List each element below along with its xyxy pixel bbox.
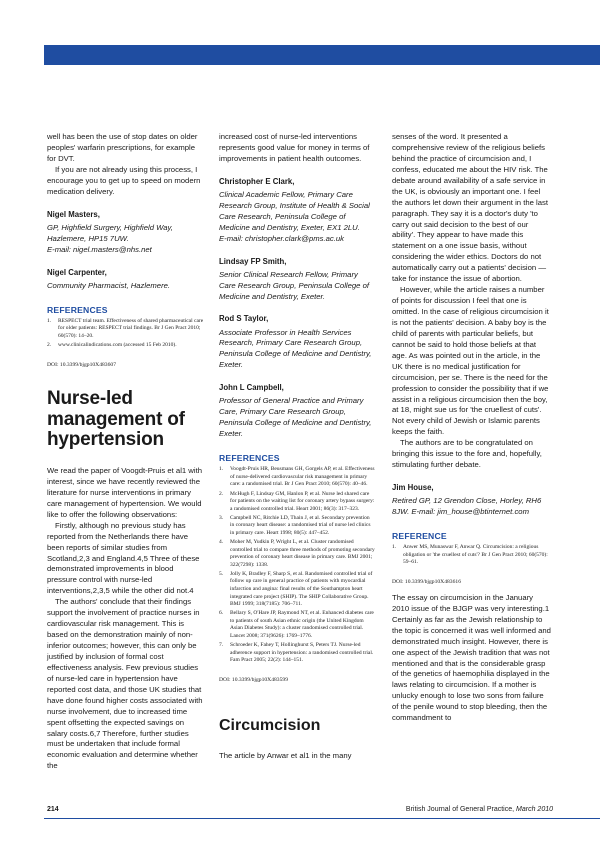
reference-item [219,466,375,489]
author-block [392,482,552,518]
reference-item [392,544,552,567]
body-paragraph: senses of the word. It presented a comprehensive review of the religious beliefs behind the practice of circumcision and, I confess, educated me about the HIV risk. The debate around availability of a safe service in the UK, is obviously an important one. I feel the authors let down their argument in the last paragraph. They say it is a doctor's duty 'to carry out said decision to the best of our ability'. They appear to have made this statement on a one issue basis, without considering the wider ethics. Doctors do not automatically carry out a patients' decision — take for instance the issue of abortion. [392,132,548,284]
header-bar [44,45,600,65]
author-email: E-mail: christopher.clark@pms.ac.uk [219,233,345,243]
author-affiliation: Associate Professor in Health Services Research, Primary Care Research Group, Peninsula College of Medicine and Dentistry, Exeter. [219,327,372,370]
reference-text: McHugh F, Lindsay GM, Hanlon P, et al. Nurse led shared care for patients on the waiting list for coronary artery bypass surgery: a randomised controlled trial. Heart 2001; 86(3): 317–323. [230,490,375,512]
article-title: Circumcision [219,716,321,734]
author-block [219,176,375,245]
reference-text: Anwer MS, Munaswar F, Anwar Q. Circumcision: a religious obligation or 'the cruellest of cuts'? Br J Gen Pract 2010; 60(570): 59–61. [403,544,548,566]
body-paragraph: increased cost of nurse-led interventions represents good value for money in terms of improvements in patient health outcomes. [219,132,370,163]
reference-text: Voogdt-Pruis HR, Beusmans GH, Gorgels AP, et al. Effectiveness of nurse-delivered cardiovascular risk management in primary care: a randomised trial. Br J Gen Pract 2010; 60(570): 40–46. [230,466,375,488]
author-affiliation: Clinical Academic Fellow, Primary Care Research Group, Institute of Health & Social Care Research, Peninsula College of Medicine and Dentistry, Exeter, EX1 2LU. [219,189,370,232]
reference-number: 5. [219,570,224,577]
journal-name: British Journal of General Practice, [405,806,515,813]
reference-number: 2. [47,341,52,348]
author-email: E-mail: nigel.masters@nhs.net [47,244,152,254]
author-affiliation: GP, Highfield Surgery, Highfield Way, Hazlemere, HP15 7UW. [47,222,173,243]
references-list [219,466,375,664]
author-name: John L Campbell, [219,383,284,393]
column-3 [392,132,552,724]
reference-item [47,342,205,350]
author-name: Jim House, [392,483,434,493]
author-block [219,256,375,303]
column-1 [47,132,205,772]
reference-text: Bellary S, O'Hare JP, Raymond NT, et al. Enhanced diabetes care to patients of south Asian ethnic origin (the United Kingdom Asian Diabetes Study): a cluster randomised controlled trial. Lancet 2008; 371(9626): 1769–1776. [230,610,374,639]
reference-number: 3. [219,514,224,521]
reference-item [219,515,375,538]
references-list [392,544,552,567]
page-number: 214 [47,806,59,813]
author-block [47,209,205,256]
author-name: Christopher E Clark, [219,176,295,186]
body-paragraph: If you are not already using this process, I encourage you to get up to speed on modern medication delivery. [47,164,201,196]
author-affiliation: Professor of General Practice and Primary Care, Primary Care Research Group, Peninsula College of Medicine and Dentistry, Exeter. [219,396,372,439]
body-paragraph: The authors' conclude that their findings support the involvement of practice nurses in cardiovascular risk management. This is based on the demonstration mainly of non-inferior outcomes; however, this can only be justified by inclusion of formal cost effectiveness analysis. Few previous studies of nurse-led care in hypertension have reported cost data, and those UK studies that have done found higher costs associated with nurse involvement, due to increased time spent offsetting the expected savings on salary costs.6,7 Therefore, further studies must be undertaken that include formal economic evaluation and determine whether the [47,597,203,771]
doi: DOI: 10.3399/bjgp10X483616 [392,578,461,585]
author-block [47,267,205,292]
body-paragraph: The article by Anwar et al1 in the many [219,751,352,761]
references-heading: REFERENCES [219,453,280,464]
reference-number: 7. [219,641,224,648]
author-block [219,382,375,440]
reference-number: 2. [219,490,224,497]
author-affiliation: Senior Clinical Research Fellow, Primary Care Research Group, Peninsula College of Medicine and Dentistry, Exeter. [219,269,369,301]
body-paragraph: Firstly, although no previous study has reported from the Netherlands there have been reports of similar studies from Scotland,2,3 and England.4,5 Three of these demonstrated improvements in blood pressure control with nurse-led interventions,2,3,5 while the other did not.4 [47,520,200,596]
body-paragraph: The essay on circumcision in the January 2010 issue of the BJGP was very interesting.1 Certainly as far as the Jewish relationship to the topic is concerned it was well informed and demonstrated much insight. However, there is one aspect of the Jewish tradition that was not mentioned and that is the considerable grasp of the genetics of haemophilia displayed in the laws relating to circumcision. If a mother is unlucky enough to lose two sons from failure of the penile wound to stop bleeding, then the commandment to [392,592,551,723]
reference-text: Jolly K, Bradley F, Sharp S, et al. Randomised controlled trial of follow up care in general practice of patients with myocardial infarction and angina: final results of the Southampton heart integrated care project (SHIP). The SHIP Collaborative Group. BMJ 1999; 318(7185): 706–711. [230,570,373,608]
reference-item [219,491,375,514]
article-title: Nurse-led management of hypertension [47,388,185,451]
reference-text: Moher M, Yudkin P, Wright L, et al. Cluster randomised controlled trial to compare three methods of promoting secondary prevention of coronary heart disease in primary care. BMJ 2001; 322(7298): 1338. [230,538,375,568]
reference-number: 6. [219,610,224,617]
references-list [47,318,205,350]
reference-item [219,539,375,569]
author-name: Nigel Carpenter, [47,267,107,277]
references-heading: REFERENCES [47,304,108,315]
author-name: Rod S Taylor, [219,314,269,324]
doi: DOI: 10.3399/bjgp10X483599 [219,676,288,683]
author-name: Lindsay FP Smith, [219,256,287,266]
reference-heading: REFERENCE [392,531,447,541]
footer-rule [44,818,600,819]
body-paragraph: The authors are to be congratulated on bringing this issue to the fore and, hopefully, stimulating further debate. [392,438,542,470]
author-affiliation: Retired GP, 12 Grendon Close, Horley, RH6 8JW. E-mail: jim_house@btinternet.com [392,496,542,517]
column-2 [219,132,375,762]
reference-item [219,610,375,640]
reference-text: www.clinicalindications.com (accessed 15 Feb 2010). [58,341,177,348]
reference-text: Campbell NC, Ritchie LD, Thain J, et al. Secondary prevention in coronary heart disease: a randomised trial of nurse led clinics in primary care. Heart 1998; 80(5): 447–452. [230,514,371,536]
reference-number: 4. [219,538,224,545]
reference-text: RESPECT trial team. Effectiveness of shared pharmaceutical care for older patients: RESPECT trial findings. Br J Gen Pract 2010; 60(570): 14–20. [58,317,204,339]
author-name: Nigel Masters, [47,209,100,219]
body-paragraph: well has been the use of stop dates on older peoples' warfarin prescriptions, for example for DVT. [47,132,198,163]
reference-item [219,571,375,609]
reference-text: Schroeder K, Fahey T, Hollinghurst S, Peters TJ. Nurse-led adherence support in hypertension: a randomised controlled trial. Fam Pract 2005; 22(2): 144–151. [230,641,374,664]
reference-number: 1. [219,466,224,473]
author-affiliation: Community Pharmacist, Hazlemere. [47,280,171,290]
journal-issue: March 2010 [516,806,553,813]
doi: DOI: 10.3399/bjgp10X483607 [47,361,116,368]
reference-item [47,318,205,341]
reference-number: 1. [47,317,52,324]
journal-citation [406,806,553,813]
author-block [219,313,375,371]
body-paragraph: We read the paper of Voogdt-Pruis et al1 with interest, since we have recently reviewed the literature for nurse interventions in primary care management of hypertension. We would like to offer the following observations: [47,466,202,519]
reference-item [219,642,375,665]
body-paragraph: However, while the article raises a number of points for discussion I feel that one is omitted. In the case of religious circumcision it is not the patients' decision. A baby boy is the child of parents with particular beliefs, but cannot be said to hold those beliefs at that age. As was pointed out in the article, in the UK there is no medical justification for circumcision, per se. There is the need for the profession to consider the possibility that if we assist in a religious circumcision then the boy, at 18, might sue us for 'the cruellest of cuts'. Not every child of Jewish or Islamic parents keeps the faith. [392,285,549,437]
reference-number: 1. [392,544,397,551]
